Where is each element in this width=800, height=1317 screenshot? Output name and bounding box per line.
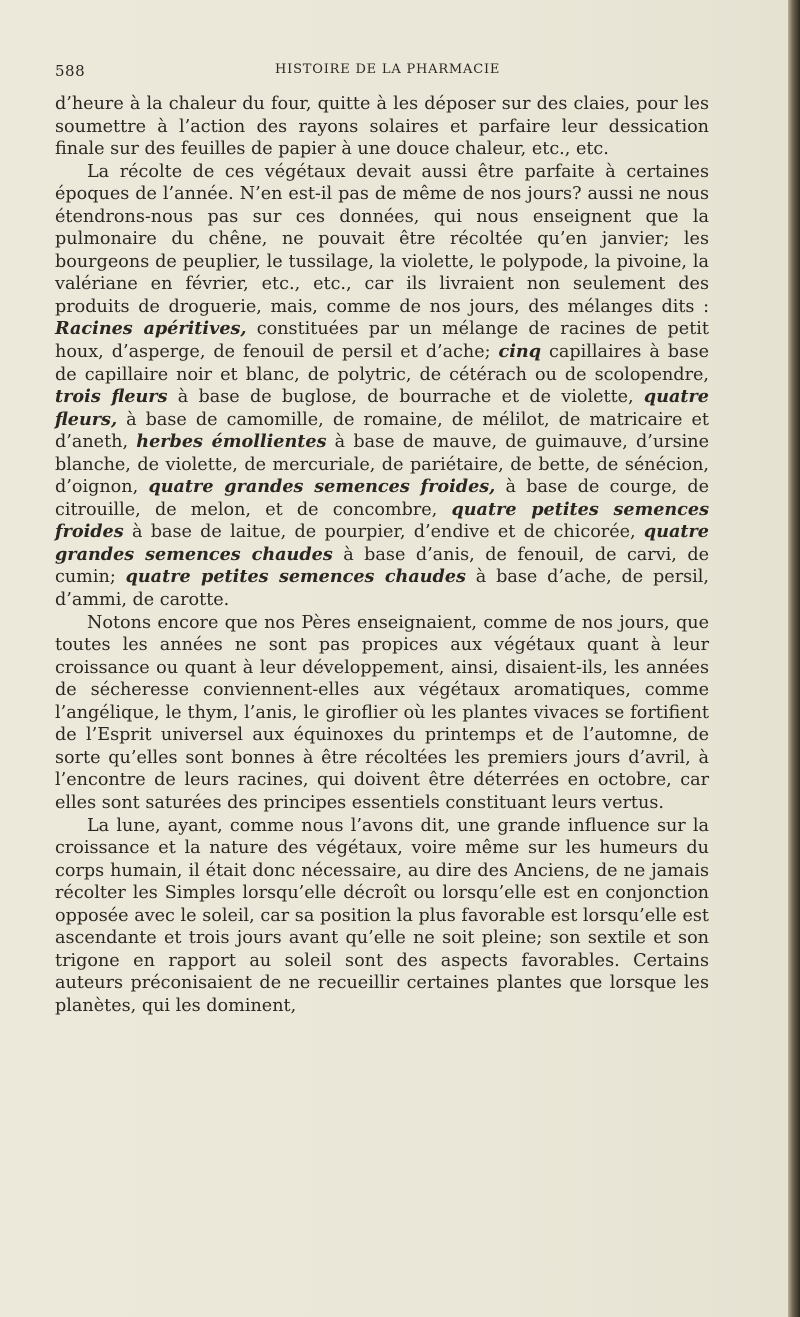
text-run: capillaires à base de capillaire noir et blanc, de polytric, de cétérach ou de scolopendre, <box>55 342 709 385</box>
text-run: à base de laitue, de pourpier, d’endive et de chicorée, <box>123 522 644 543</box>
page-number: 588 <box>55 62 86 80</box>
page-edge-shadow <box>788 0 800 1317</box>
body-text <box>55 93 709 1017</box>
text-run: à base de mauve, de guimauve, d’ursine blanche, de violette, de mercuriale, de pariétaire, de bette, de sénécion, d’oignon, <box>55 432 709 498</box>
text-run: à base d’anis, de fenouil, de carvi, de cumin; <box>55 544 709 588</box>
italic-term: quatre grandes semences froides, <box>148 476 496 498</box>
text-run: à base de buglose, de bourrache et de violette, <box>167 387 644 408</box>
text-run: constituées par un mélange de racines de petit houx, d’asperge, de fenouil de persil et d’ache; <box>55 319 709 363</box>
paragraph-p1 <box>55 93 709 161</box>
italic-term: quatre grandes semences chaudes <box>55 521 709 565</box>
italic-term: trois fleurs <box>55 386 168 408</box>
text-run: La lune, ayant, comme nous l’avons dit, une grande influence sur la croissance et la nature des végétaux, voire même sur les humeurs du corps humain, il était donc nécessaire, au dire des Anciens, de ne jamais récolter les Simples lorsqu’elle décroît ou lorsqu’elle est en conjonction opposée avec le soleil, car sa position la plus favorable est lorsqu’elle est ascendante et trois jours avant qu’elle ne soit pleine; son sextile et son trigone en rapport au soleil sont des aspects favorables. Certains auteurs préconisaient de ne recueillir certaines plantes que lorsque les planètes, qui les dominent, <box>55 815 709 1016</box>
text-run: à base de camomille, de romaine, de mélilot, de matricaire et d’aneth, <box>55 409 709 453</box>
paragraph-p3 <box>55 612 709 815</box>
italic-term: herbes émollientes <box>136 431 327 453</box>
text-run: d’heure à la chaleur du four, quitte à les déposer sur des claies, pour les soumettre à l’action des rayons solaires et parfaire leur dessication finale sur des feuilles de papier à une douce chaleur, etc., etc. <box>55 94 709 160</box>
text-run: Notons encore que nos Pères enseignaient, comme de nos jours, que toutes les années ne sont pas propices aux végétaux quant à leur croissance ou quant à leur développement, ainsi, disaient-ils, les années de sécheresse conviennent-elles aux végétaux aromatiques, comme l’angélique, le thym, l’anis, le giroflier où les plantes vivaces se fortifient de l’Esprit universel aux équinoxes du printemps et de l’automne, de sorte qu’elles sont bonnes à être récoltées les premiers jours d’avril, à l’encontre de leurs racines, qui doivent être déterrées en octobre, car elles sont saturées des principes essentiels constituant leurs vertus. <box>55 612 709 813</box>
text-run: La récolte de ces végétaux devait aussi être parfaite à certaines époques de l’année. N’en est-il pas de même de nos jours? aussi ne nous étendrons-nous pas sur ces données, qui nous enseignent que la pulmonaire du chêne, ne pouvait être récoltée qu’en janvier; les bourgeons de peuplier, le tussilage, la violette, le polypode, la pivoine, la valériane en février, etc., etc., car ils livraient non seulement des produits de droguerie, mais, comme de nos jours, des mélanges dits : <box>55 161 709 317</box>
italic-term: quatre petites semences froides <box>55 498 709 543</box>
paragraph-p2 <box>55 161 709 612</box>
italic-term: Racines apéritives, <box>55 318 247 340</box>
italic-term: quatre fleurs, <box>55 386 710 430</box>
paragraph-p4 <box>55 815 709 1018</box>
running-title: HISTOIRE DE LA PHARMACIE <box>275 62 501 77</box>
italic-term: cinq <box>498 341 542 363</box>
italic-term: quatre petites semences chaudes <box>125 566 466 588</box>
text-run: à base d’ache, de persil, d’ammi, de carotte. <box>55 567 709 611</box>
text-run: à base de courge, de citrouille, de melon, et de concombre, <box>55 477 710 520</box>
